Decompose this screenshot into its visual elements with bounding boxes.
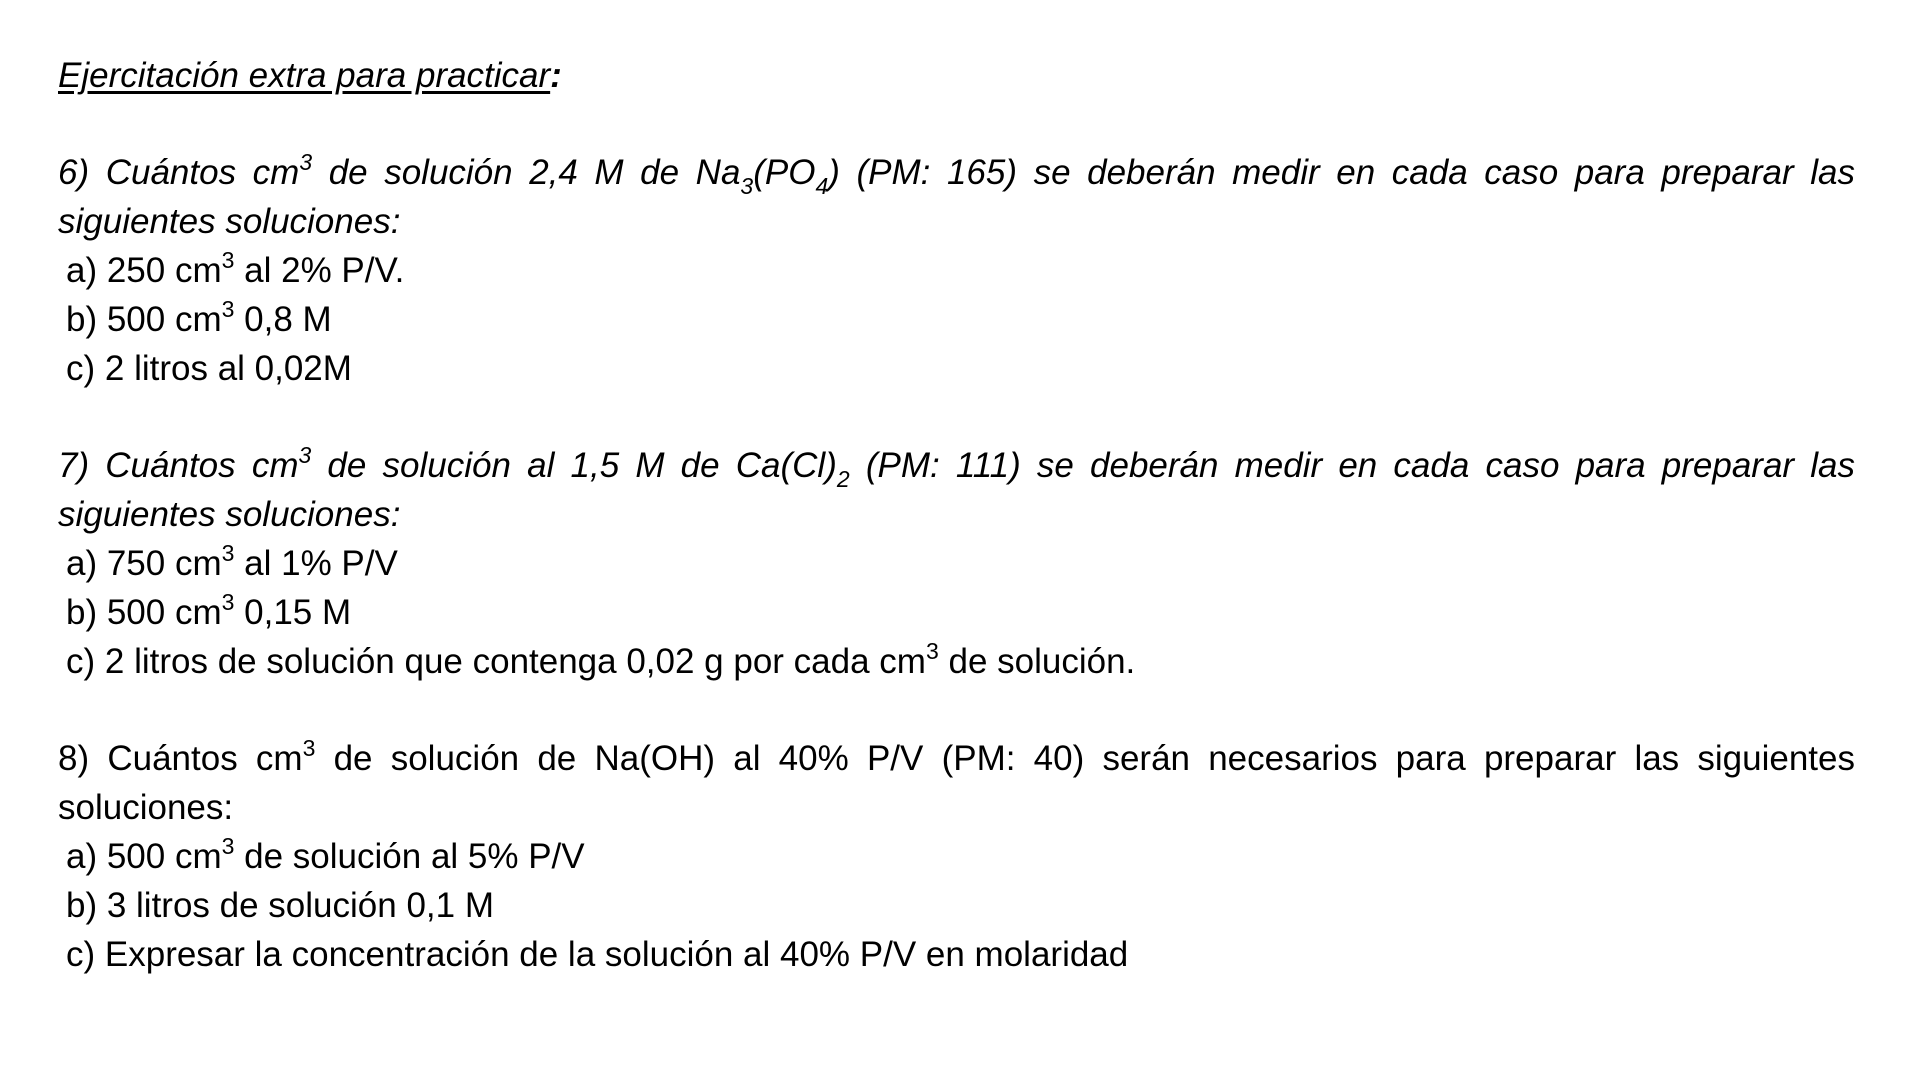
item-text: c) Expresar la concentración de la solución al 40% P/V en molaridad [66, 935, 1129, 974]
problem-6-sub-2: 4 [815, 173, 829, 199]
problem-6 [58, 148, 1855, 393]
item-sup: 3 [221, 296, 235, 322]
problem-7-items [58, 539, 1855, 686]
problem-6-text-a: 6) Cuántos cm [58, 153, 300, 192]
problem-7-item-b [66, 588, 1855, 637]
page-title [58, 52, 1855, 100]
problem-7-item-c [66, 637, 1855, 686]
item-text-post: al 2% P/V. [234, 251, 405, 290]
item-sup: 3 [221, 589, 235, 615]
problem-6-text-c: (PO [753, 153, 816, 192]
problem-8-items [58, 832, 1855, 979]
problem-7-statement [58, 441, 1855, 539]
page-title-text: Ejercitación extra para practicar [58, 56, 551, 95]
problem-8-text-a: 8) Cuántos cm [58, 739, 303, 778]
item-text-post: de solución al 5% P/V [234, 837, 585, 876]
problem-7-item-a [66, 539, 1855, 588]
problem-7-text-c: (PM: 111) se deberán medir en cada caso para preparar las siguientes soluciones: [58, 446, 1855, 534]
page-title-colon: : [550, 56, 562, 95]
item-text: b) 500 cm [66, 300, 222, 339]
problem-8-item-b [66, 881, 1855, 930]
item-text: c) 2 litros de solución que contenga 0,02 g por cada cm [66, 642, 926, 681]
problem-7-text-b: de solución al 1,5 M de Ca(Cl) [311, 446, 837, 485]
problem-7 [58, 441, 1855, 686]
item-text: a) 750 cm [66, 544, 222, 583]
item-text-post: 0,15 M [234, 593, 352, 632]
problem-7-sub-1: 2 [836, 466, 850, 492]
problem-6-items [58, 246, 1855, 393]
item-text: a) 250 cm [66, 251, 222, 290]
problem-8-item-a [66, 832, 1855, 881]
item-text: a) 500 cm [66, 837, 222, 876]
item-text: c) 2 litros al 0,02M [66, 349, 352, 388]
item-text: b) 3 litros de solución 0,1 M [66, 886, 494, 925]
item-sup: 3 [221, 247, 235, 273]
problem-6-text-d: ) (PM: 165) se deberán medir en cada caso para preparar las siguientes soluciones: [58, 153, 1855, 241]
problem-8-sup-1: 3 [302, 735, 316, 761]
problem-6-item-a [66, 246, 1855, 295]
problem-6-item-c [66, 344, 1855, 393]
problem-7-sup-1: 3 [298, 442, 312, 468]
problem-8 [58, 734, 1855, 979]
problem-8-text-b: de solución de Na(OH) al 40% P/V (PM: 40) serán necesarios para preparar las siguientes soluciones: [58, 739, 1855, 827]
problem-7-text-a: 7) Cuántos cm [58, 446, 299, 485]
item-text-post: 0,8 M [234, 300, 332, 339]
item-sup: 3 [925, 638, 939, 664]
item-text-post: de solución. [938, 642, 1136, 681]
problem-8-statement [58, 734, 1855, 832]
item-sup: 3 [221, 833, 235, 859]
item-text-post: al 1% P/V [234, 544, 398, 583]
item-sup: 3 [221, 540, 235, 566]
problem-6-sup-1: 3 [299, 149, 313, 175]
problem-6-item-b [66, 295, 1855, 344]
item-text: b) 500 cm [66, 593, 222, 632]
problem-6-text-b: de solución 2,4 M de Na [312, 153, 741, 192]
problem-6-statement [58, 148, 1855, 246]
problem-8-item-c [66, 930, 1855, 979]
problem-6-sub-1: 3 [740, 173, 754, 199]
